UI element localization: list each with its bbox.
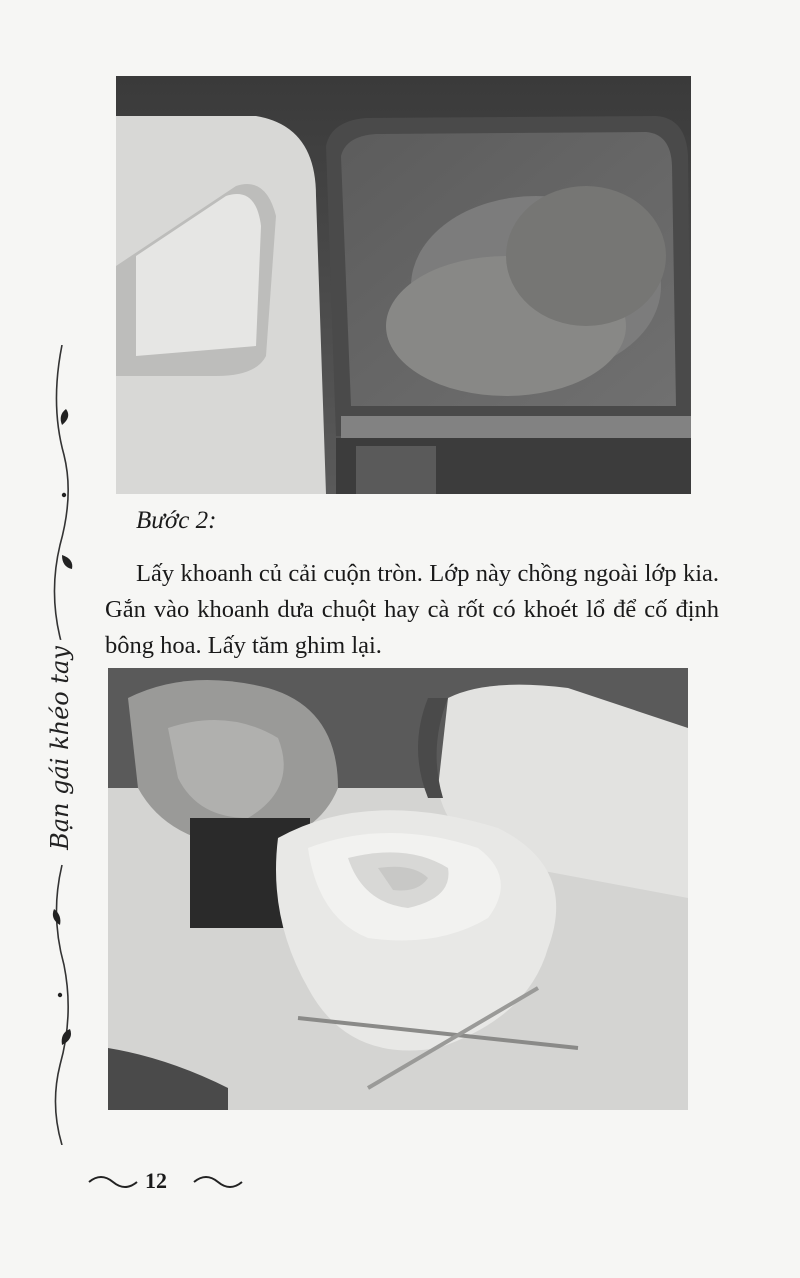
- photo-radish-rose-image: [108, 668, 688, 1110]
- step-heading: Bước 2:: [136, 507, 217, 534]
- photo-radish-slices-image: [116, 76, 691, 494]
- step-text: Lấy khoanh củ cải cuộn tròn. Lớp này chồng ngoài lớp kia. Gắn vào khoanh dưa chuột hay cà rốt có khoét lổ để cố định bông hoa. Lấy tăm ghim lại.: [105, 560, 719, 659]
- sidebar-title: Bạn gái khéo tay: [46, 640, 74, 856]
- footer-ornament: [84, 1162, 254, 1202]
- photo-radish-rose: [108, 668, 688, 1110]
- photo-radish-slices: [116, 76, 691, 494]
- page-number: 12: [145, 1168, 167, 1193]
